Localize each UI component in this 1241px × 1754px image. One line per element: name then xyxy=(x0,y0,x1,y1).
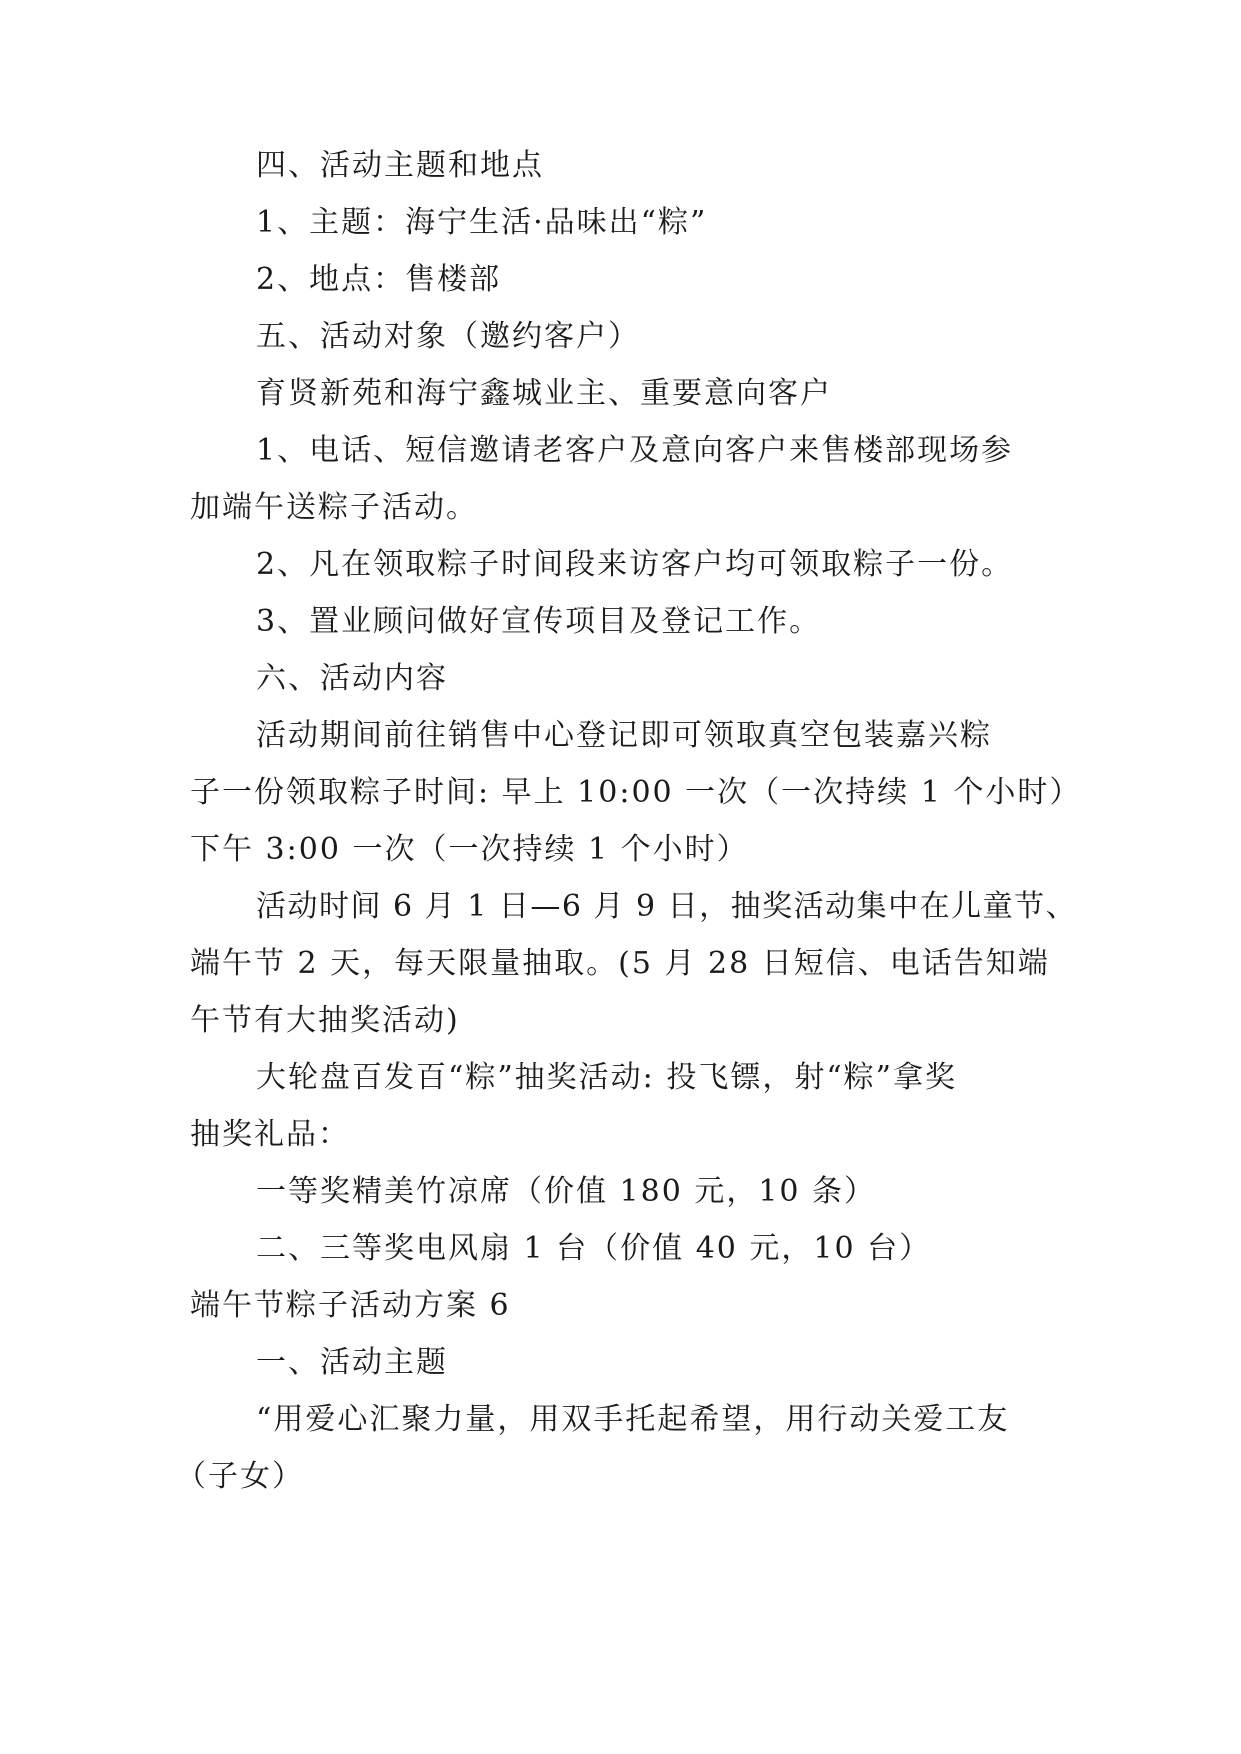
section-heading-1: 一、活动主题 xyxy=(256,1345,448,1380)
document-subtitle: 端午节粽子活动方案 6 xyxy=(190,1288,511,1323)
paragraph-line: 下午 3:00 一次（一次持续 1 个小时） xyxy=(190,832,749,867)
paragraph-line: 一等奖精美竹凉席（价值 180 元，10 条） xyxy=(256,1174,877,1209)
paragraph-line: 加端午送粽子活动。 xyxy=(190,490,478,525)
paragraph-line: 育贤新苑和海宁鑫城业主、重要意向客户 xyxy=(256,376,832,411)
paragraph-line: 2、地点：售楼部 xyxy=(256,262,502,297)
paragraph-line: 1、主题：海宁生活·品味出“粽” xyxy=(256,205,708,240)
paragraph-line: 1、电话、短信邀请老客户及意向客户来售楼部现场参 xyxy=(256,433,1014,468)
paragraph-line: 活动期间前往销售中心登记即可领取真空包装嘉兴粽 xyxy=(256,718,992,753)
paragraph-line: 大轮盘百发百“粽”抽奖活动: 投飞镖，射“粽”拿奖 xyxy=(256,1060,957,1095)
paragraph-line: 活动时间 6 月 1 日—6 月 9 日，抽奖活动集中在儿童节、 xyxy=(256,889,1078,924)
paragraph-line: 二、三等奖电风扇 1 台（价值 40 元，10 台） xyxy=(256,1231,932,1266)
section-heading-6: 六、活动内容 xyxy=(256,661,448,696)
paragraph-line: 端午节 2 天，每天限量抽取。(5 月 28 日短信、电话告知端 xyxy=(190,946,1050,981)
paragraph-line: 午节有大抽奖活动) xyxy=(190,1003,460,1038)
section-heading-5: 五、活动对象（邀约客户） xyxy=(256,319,640,354)
paragraph-line: “用爱心汇聚力量，用双手托起希望，用行动关爱工友 xyxy=(256,1402,1010,1437)
paragraph-line: 3、置业顾问做好宣传项目及登记工作。 xyxy=(256,604,822,639)
paragraph-line: 子一份领取粽子时间: 早上 10:00 一次（一次持续 1 个小时） xyxy=(190,775,1082,810)
section-heading-4: 四、活动主题和地点 xyxy=(256,148,544,183)
paragraph-line: 2、凡在领取粽子时间段来访客户均可领取粽子一份。 xyxy=(256,547,1014,582)
paragraph-line: 抽奖礼品： xyxy=(190,1117,350,1152)
paragraph-line: （子女） xyxy=(176,1459,304,1494)
